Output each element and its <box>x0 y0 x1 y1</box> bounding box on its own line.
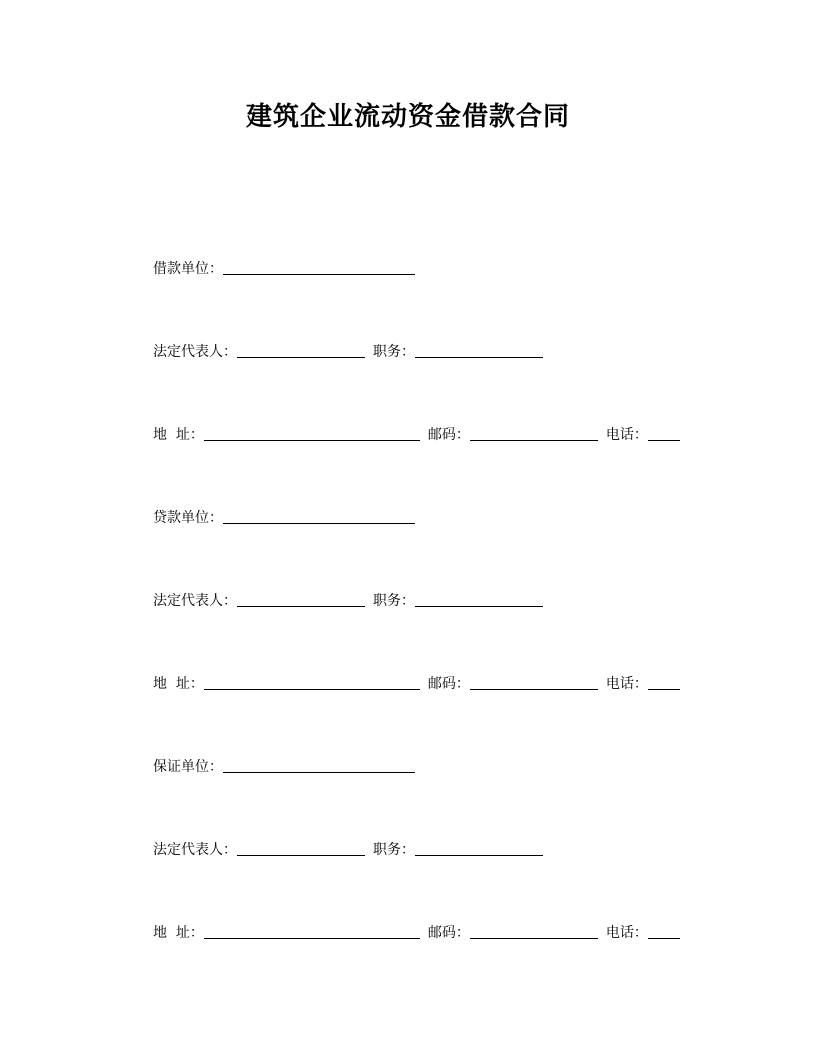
lender-address-label: 地 址： <box>153 676 204 692</box>
guarantor-zip-label: 邮码： <box>427 925 470 941</box>
borrower-address-field[interactable] <box>204 424 420 441</box>
borrower-title-field[interactable] <box>415 341 543 358</box>
guarantor-representative-row <box>153 835 543 859</box>
lender-title-label: 职务： <box>373 593 415 609</box>
borrower-unit-field[interactable] <box>223 258 415 275</box>
lender-unit-field[interactable] <box>223 507 415 524</box>
guarantor-zip-field[interactable] <box>470 922 598 939</box>
guarantor-phone-field[interactable] <box>648 922 680 939</box>
guarantor-representative-field[interactable] <box>237 839 365 856</box>
lender-zip-label: 邮码： <box>427 676 470 692</box>
lender-representative-row <box>153 586 543 610</box>
lender-phone-label: 电话： <box>605 676 648 692</box>
borrower-representative-row <box>153 337 543 361</box>
page-title: 建筑企业流动资金借款合同 <box>245 102 570 132</box>
guarantor-address-field[interactable] <box>204 922 420 939</box>
borrower-phone-label: 电话： <box>605 427 648 443</box>
borrower-representative-field[interactable] <box>237 341 365 358</box>
guarantor-unit-label: 保证单位： <box>153 759 223 775</box>
lender-address-field[interactable] <box>204 673 420 690</box>
lender-unit-row <box>153 503 415 527</box>
guarantor-unit-field[interactable] <box>223 756 415 773</box>
guarantor-title-field[interactable] <box>415 839 543 856</box>
guarantor-title-label: 职务： <box>373 842 415 858</box>
lender-address-row <box>153 669 680 693</box>
lender-zip-field[interactable] <box>470 673 598 690</box>
lender-representative-label: 法定代表人： <box>153 593 237 609</box>
borrower-representative-label: 法定代表人： <box>153 344 237 360</box>
guarantor-phone-label: 电话： <box>605 925 648 941</box>
borrower-phone-field[interactable] <box>648 424 680 441</box>
borrower-zip-label: 邮码： <box>427 427 470 443</box>
guarantor-address-label: 地 址： <box>153 925 204 941</box>
borrower-unit-row <box>153 254 415 278</box>
borrower-address-label: 地 址： <box>153 427 204 443</box>
lender-representative-field[interactable] <box>237 590 365 607</box>
guarantor-unit-row <box>153 752 415 776</box>
borrower-title-label: 职务： <box>373 344 415 360</box>
lender-phone-field[interactable] <box>648 673 680 690</box>
borrower-address-row <box>153 420 680 444</box>
borrower-unit-label: 借款单位： <box>153 261 223 277</box>
borrower-zip-field[interactable] <box>470 424 598 441</box>
guarantor-representative-label: 法定代表人： <box>153 842 237 858</box>
guarantor-address-row <box>153 918 680 942</box>
lender-unit-label: 贷款单位： <box>153 510 223 526</box>
lender-title-field[interactable] <box>415 590 543 607</box>
